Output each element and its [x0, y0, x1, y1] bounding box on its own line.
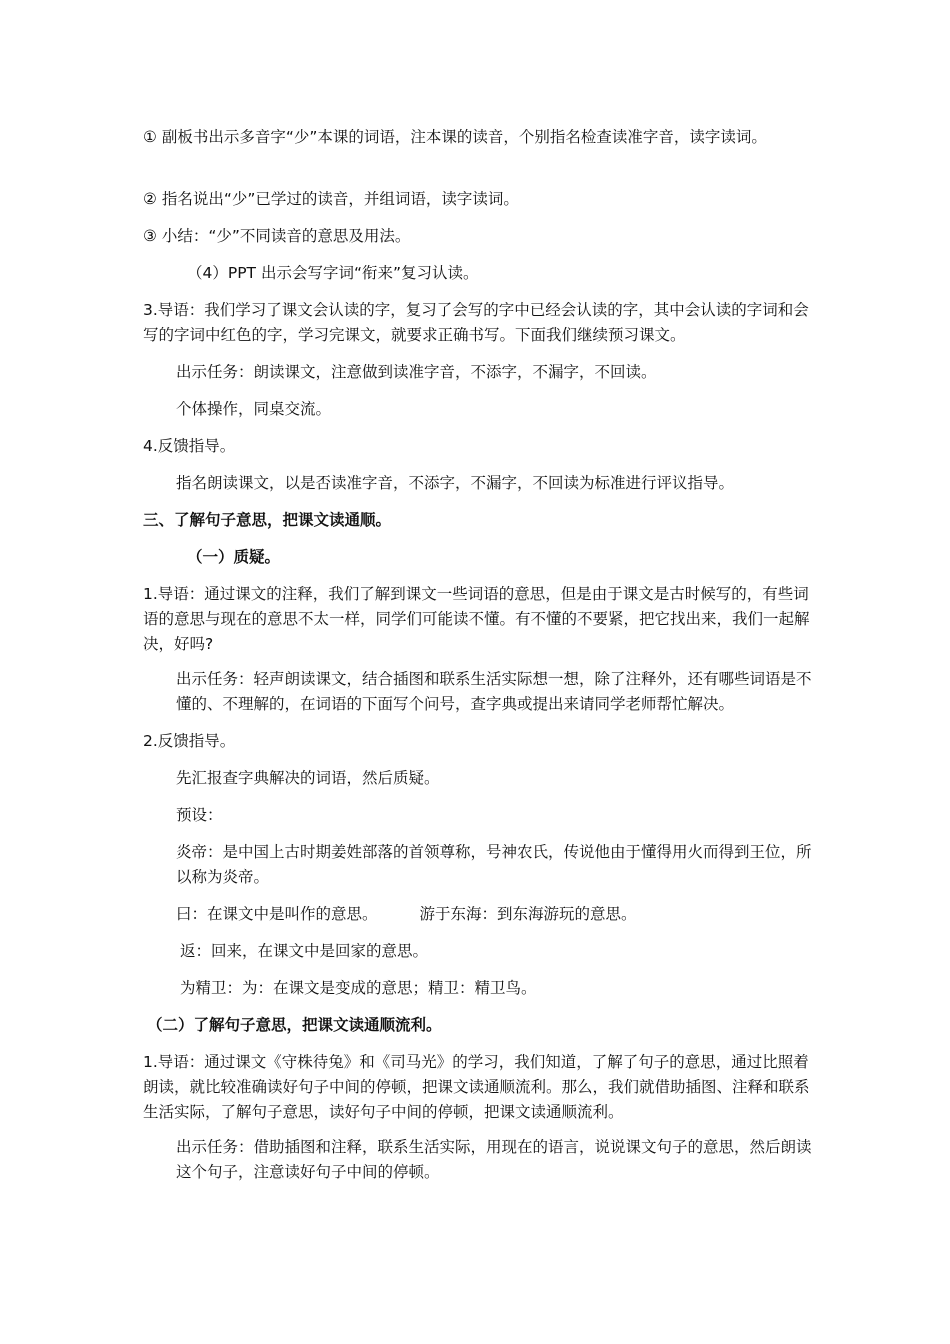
paragraph-yandi: 炎帝：是中国上古时期姜姓部落的首领尊称，号神农氏，传说他由于懂得用火而得到王位，所以称为炎帝。 — [176, 843, 812, 886]
paragraph-feedback-4: 4.反馈指导。 — [143, 437, 236, 455]
paragraph-feedback-2: 2.反馈指导。 — [143, 732, 236, 750]
paragraph-step-1: ① 副板书出示多音字“少”本课的词语，注本课的读音，个别指名检查读准字音，读字读词。 — [143, 128, 767, 146]
definition-you-yu-donghai: 游于东海：到东海游玩的意思。 — [419, 905, 637, 923]
paragraph-task-sentence: 出示任务：借助插图和注释，联系生活实际，用现在的语言，说说课文句子的意思，然后朗读这个句子，注意读好句子中间的停顿。 — [176, 1138, 812, 1181]
paragraph-jingwei-definition: 为精卫：为：在课文是变成的意思；精卫：精卫鸟。 — [180, 979, 537, 997]
paragraph-task-quiet-read: 出示任务：轻声朗读课文，结合插图和联系生活实际想一想，除了注释外，还有哪些词语是不懂的、不理解的，在词语的下面写个问号，查字典或提出来请同学老师帮忙解决。 — [176, 670, 812, 713]
paragraph-step-2: ② 指名说出“少”已学过的读音，并组词语，读字读词。 — [143, 190, 519, 208]
paragraph-intro-3: 3.导语：我们学习了课文会认读的字，复习了会写的字中已经会认读的字，其中会认读的字词和会写的字词中红色的字，学习完课文，就要求正确书写。下面我们继续预习课文。 — [143, 301, 809, 344]
subsection-heading-2: （二）了解句子意思，把课文读通顺流利。 — [147, 1016, 442, 1034]
paragraph-intro-sentence: 1.导语：通过课文《守株待兔》和《司马光》的学习，我们知道，了解了句子的意思，通过比照着朗读，就比较准确读好句子中间的停顿，把课文读通顺流利。那么，我们就借助插图、注释和联系生活实际，了解句子意思，读好句子中间的停顿，把课文读通顺流利。 — [143, 1053, 810, 1121]
paragraph-intro-1: 1.导语：通过课文的注释，我们了解到课文一些词语的意思，但是由于课文是古时候写的，有些词语的意思与现在的意思不太一样，同学们可能读不懂。有不懂的不要紧，把它找出来，我们一起解决，好吗? — [143, 585, 810, 653]
subsection-heading-1: （一）质疑。 — [187, 548, 281, 566]
paragraph-individual-work: 个体操作，同桌交流。 — [176, 400, 332, 418]
paragraph-summary: ③ 小结：“少”不同读音的意思及用法。 — [143, 227, 411, 245]
definition-yue: 曰：在课文中是叫作的意思。 — [176, 905, 378, 923]
paragraph-report: 先汇报查字典解决的词语，然后质疑。 — [176, 769, 440, 787]
paragraph-preset: 预设： — [176, 806, 223, 824]
paragraph-read-aloud-guide: 指名朗读课文，以是否读准字音，不添字，不漏字，不回读为标准进行评议指导。 — [176, 474, 735, 492]
paragraph-task-read: 出示任务：朗读课文，注意做到读准字音，不添字，不漏字，不回读。 — [176, 363, 657, 381]
section-heading-3: 三、了解句子意思，把课文读通顺。 — [143, 511, 392, 529]
paragraph-yue-definition — [176, 902, 813, 927]
paragraph-fan-definition: 返：回来，在课文中是回家的意思。 — [180, 942, 429, 960]
paragraph-ppt-review: （4）PPT 出示会写字词“衔来”复习认读。 — [187, 264, 479, 282]
